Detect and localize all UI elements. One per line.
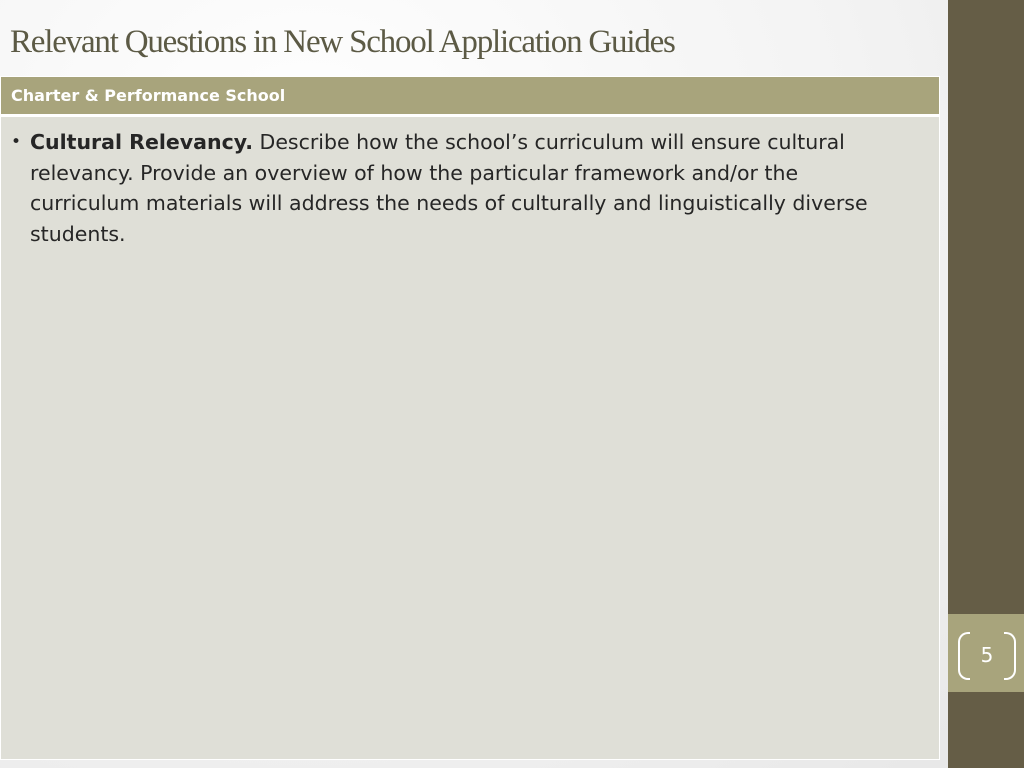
bullet-description: Describe how the school’s curriculum will ensure cultural relevancy. Provide an overview of how the particular framework and/or the curriculum materials will address the needs of culturally and linguistically diverse students. (30, 130, 868, 246)
list-item (11, 127, 883, 249)
left-bracket-icon (958, 632, 970, 680)
bullet-icon: • (11, 132, 22, 152)
table-body (1, 117, 939, 249)
right-bracket-icon (1004, 632, 1016, 680)
page-number: 5 (980, 643, 994, 667)
page-number-box (958, 632, 1016, 678)
slide-title: Relevant Questions in New School Application Guides (10, 24, 675, 60)
content-table (0, 76, 940, 760)
bullet-text (30, 127, 883, 249)
bullet-term: Cultural Relevancy. (30, 130, 253, 154)
table-header: Charter & Performance School (1, 77, 939, 117)
